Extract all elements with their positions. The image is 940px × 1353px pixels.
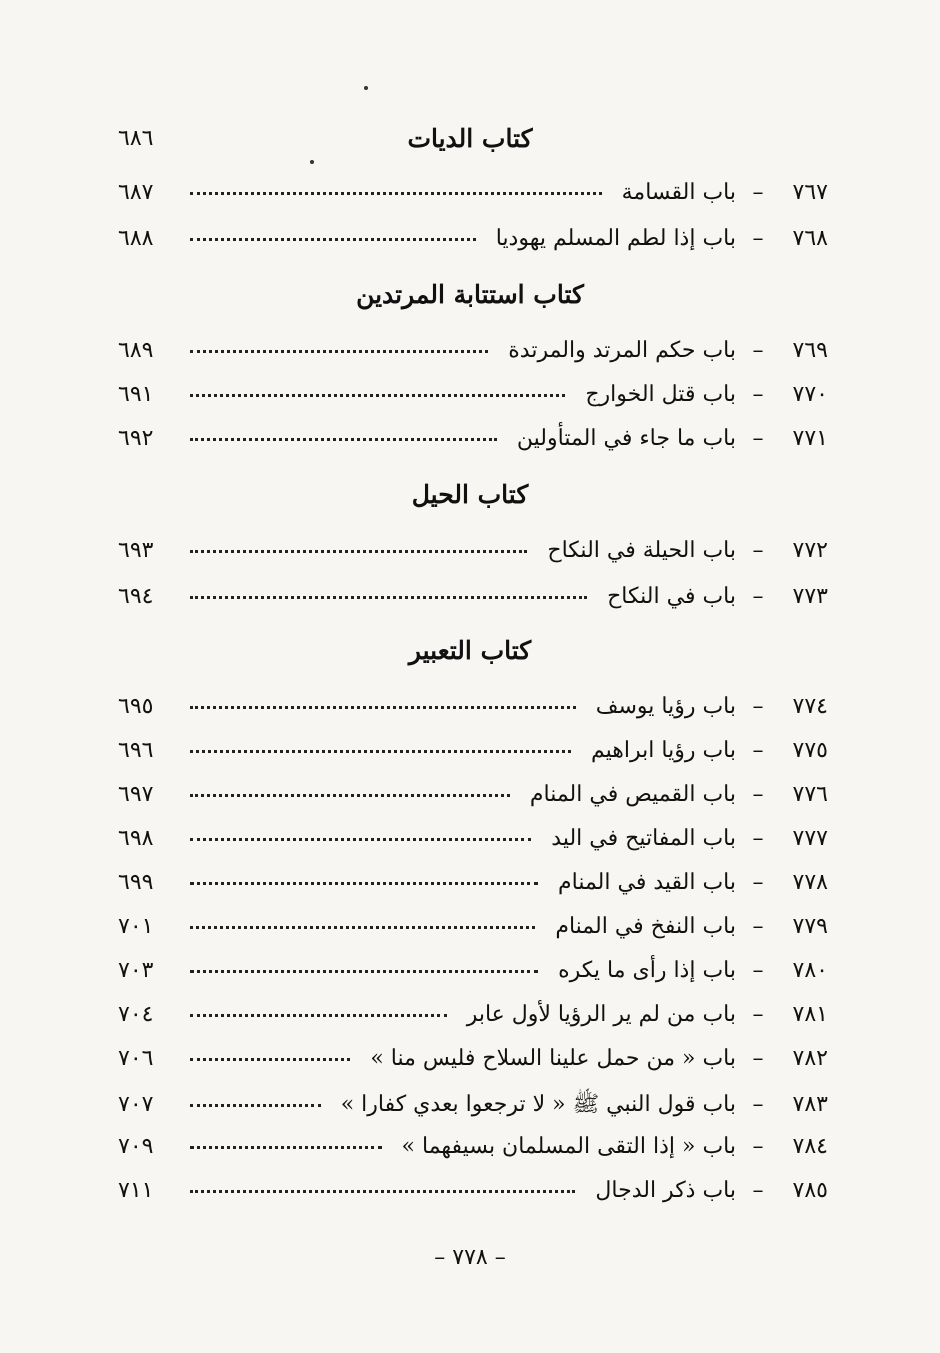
toc-entry[interactable]: [118, 382, 828, 416]
entry-separator: –: [752, 1002, 764, 1027]
entry-page-number: ٦٩٨: [118, 826, 154, 851]
entry-number: ٧٧٥: [792, 738, 828, 763]
dot-leader: [190, 838, 531, 841]
entry-page-number: ٦٩٧: [118, 782, 154, 807]
entry-title: باب المفاتيح في اليد: [551, 826, 736, 851]
toc-entry[interactable]: [118, 694, 828, 728]
entry-separator: –: [752, 538, 764, 563]
entry-page-number: ٦٩٥: [118, 694, 154, 719]
entry-separator: –: [752, 584, 764, 609]
dot-leader: [190, 596, 587, 599]
toc-entry[interactable]: [118, 584, 828, 618]
entry-page-number: ٦٨٧: [118, 180, 154, 205]
entry-separator: –: [752, 1092, 764, 1117]
dot-leader: [190, 706, 576, 709]
entry-number: ٧٧٦: [792, 782, 828, 807]
entry-separator: –: [752, 1178, 764, 1203]
entry-number: ٧٧٨: [792, 870, 828, 895]
entry-number: ٧٨١: [792, 1002, 828, 1027]
entry-page-number: ٦٩٣: [118, 538, 154, 563]
dot-leader: [190, 794, 510, 797]
entry-number: ٧٦٩: [792, 338, 828, 363]
entry-page-number: ٧٠١: [118, 914, 154, 939]
section-heading: كتاب الديات: [407, 124, 533, 153]
toc-entry[interactable]: [118, 1090, 828, 1124]
entry-separator: –: [752, 180, 764, 205]
dot-leader: [190, 438, 497, 441]
toc-entry[interactable]: [118, 1178, 828, 1212]
dot-leader: [190, 1058, 350, 1061]
dot-leader: [190, 350, 488, 353]
entry-separator: –: [752, 226, 764, 251]
entry-number: ٧٦٧: [792, 180, 828, 205]
page-number-footer: – ٧٧٨ –: [434, 1245, 506, 1270]
dot-leader: [190, 192, 602, 195]
entry-page-number: ٧٠٧: [118, 1092, 154, 1117]
toc-entry[interactable]: [118, 1002, 828, 1036]
toc-entry[interactable]: [118, 1046, 828, 1080]
toc-entry[interactable]: [118, 958, 828, 992]
entry-page-number: ٧٠٩: [118, 1134, 154, 1159]
entry-page-number: ٦٩٩: [118, 870, 154, 895]
entry-number: ٧٨٥: [792, 1178, 828, 1203]
dot-leader: [190, 238, 476, 241]
entry-title: باب رؤيا يوسف: [595, 694, 736, 719]
toc-entry[interactable]: [118, 914, 828, 948]
entry-separator: –: [752, 426, 764, 451]
toc-entry[interactable]: [118, 826, 828, 860]
entry-title: باب رؤيا ابراهيم: [591, 738, 736, 763]
entry-page-number: ٦٩٦: [118, 738, 154, 763]
entry-separator: –: [752, 782, 764, 807]
dot-leader: [190, 882, 538, 885]
dot-leader: [190, 970, 538, 973]
entry-number: ٧٨٣: [792, 1092, 828, 1117]
entry-separator: –: [752, 914, 764, 939]
toc-entry[interactable]: [118, 426, 828, 460]
entry-title: باب النفخ في المنام: [555, 914, 736, 939]
entry-title: باب قول النبي ﷺ « لا ترجعوا بعدي كفارا »: [340, 1092, 736, 1117]
entry-number: ٧٧٤: [792, 694, 828, 719]
entry-title: باب القميص في المنام: [529, 782, 736, 807]
entry-separator: –: [752, 958, 764, 983]
scan-speck: [364, 86, 368, 90]
entry-title: باب في النكاح: [607, 584, 736, 609]
entry-title: باب ما جاء في المتأولين: [516, 426, 736, 451]
entry-title: باب القيد في المنام: [558, 870, 736, 895]
toc-entry[interactable]: [118, 226, 828, 260]
entry-title: باب القسامة: [621, 180, 736, 205]
entry-title: باب إذا لطم المسلم يهوديا: [495, 226, 736, 251]
toc-entry[interactable]: [118, 738, 828, 772]
entry-title: باب الحيلة في النكاح: [547, 538, 736, 563]
dot-leader: [190, 1104, 321, 1107]
entry-title: باب « إذا التقى المسلمان بسيفهما »: [401, 1134, 736, 1159]
toc-entry[interactable]: [118, 338, 828, 372]
entry-page-number: ٧٠٤: [118, 1002, 154, 1027]
entry-number: ٧٧٠: [792, 382, 828, 407]
entry-page-number: ٦٩٢: [118, 426, 154, 451]
toc-entry[interactable]: [118, 538, 828, 572]
entry-number: ٧٨٠: [792, 958, 828, 983]
toc-entry[interactable]: [118, 782, 828, 816]
entry-separator: –: [752, 382, 764, 407]
entry-number: ٧٧٣: [792, 584, 828, 609]
entry-separator: –: [752, 338, 764, 363]
entry-page-number: ٧٠٣: [118, 958, 154, 983]
toc-entry[interactable]: [118, 870, 828, 904]
entry-separator: –: [752, 826, 764, 851]
dot-leader: [190, 1146, 382, 1149]
dot-leader: [190, 750, 571, 753]
toc-entry[interactable]: [118, 1134, 828, 1168]
dot-leader: [190, 926, 535, 929]
entry-page-number: ٧١١: [118, 1178, 154, 1203]
entry-page-number: ٧٠٦: [118, 1046, 154, 1071]
dot-leader: [190, 550, 527, 553]
entry-separator: –: [752, 694, 764, 719]
entry-page-number: ٦٨٩: [118, 338, 154, 363]
scan-speck: [310, 160, 314, 164]
entry-separator: –: [752, 1134, 764, 1159]
section-heading: كتاب استتابة المرتدين: [356, 280, 584, 309]
section-heading: كتاب التعبير: [408, 636, 532, 665]
entry-title: باب إذا رأى ما يكره: [558, 958, 736, 983]
dot-leader: [190, 394, 565, 397]
entry-title: باب من لم ير الرؤيا لأول عابر: [466, 1002, 736, 1027]
entry-number: ٧٧٧: [792, 826, 828, 851]
entry-number: ٧٦٨: [792, 226, 828, 251]
entry-number: ٧٧٩: [792, 914, 828, 939]
entry-title: باب ذكر الدجال: [595, 1178, 736, 1203]
entry-number: ٧٨٢: [792, 1046, 828, 1071]
dot-leader: [190, 1190, 575, 1193]
entry-number: ٧٨٤: [792, 1134, 828, 1159]
entry-title: باب قتل الخوارج: [585, 382, 736, 407]
toc-entry[interactable]: [118, 180, 828, 214]
entry-page-number: ٦٨٨: [118, 226, 154, 251]
entry-separator: –: [752, 870, 764, 895]
dot-leader: [190, 1014, 447, 1017]
entry-title: باب « من حمل علينا السلاح فليس منا »: [370, 1046, 736, 1071]
section-heading-page-ref: ٦٨٦: [118, 126, 154, 151]
entry-page-number: ٦٩٤: [118, 584, 154, 609]
entry-title: باب حكم المرتد والمرتدة: [508, 338, 736, 363]
entry-number: ٧٧١: [792, 426, 828, 451]
entry-separator: –: [752, 1046, 764, 1071]
entry-number: ٧٧٢: [792, 538, 828, 563]
section-heading: كتاب الحيل: [411, 480, 529, 509]
entry-separator: –: [752, 738, 764, 763]
entry-page-number: ٦٩١: [118, 382, 154, 407]
